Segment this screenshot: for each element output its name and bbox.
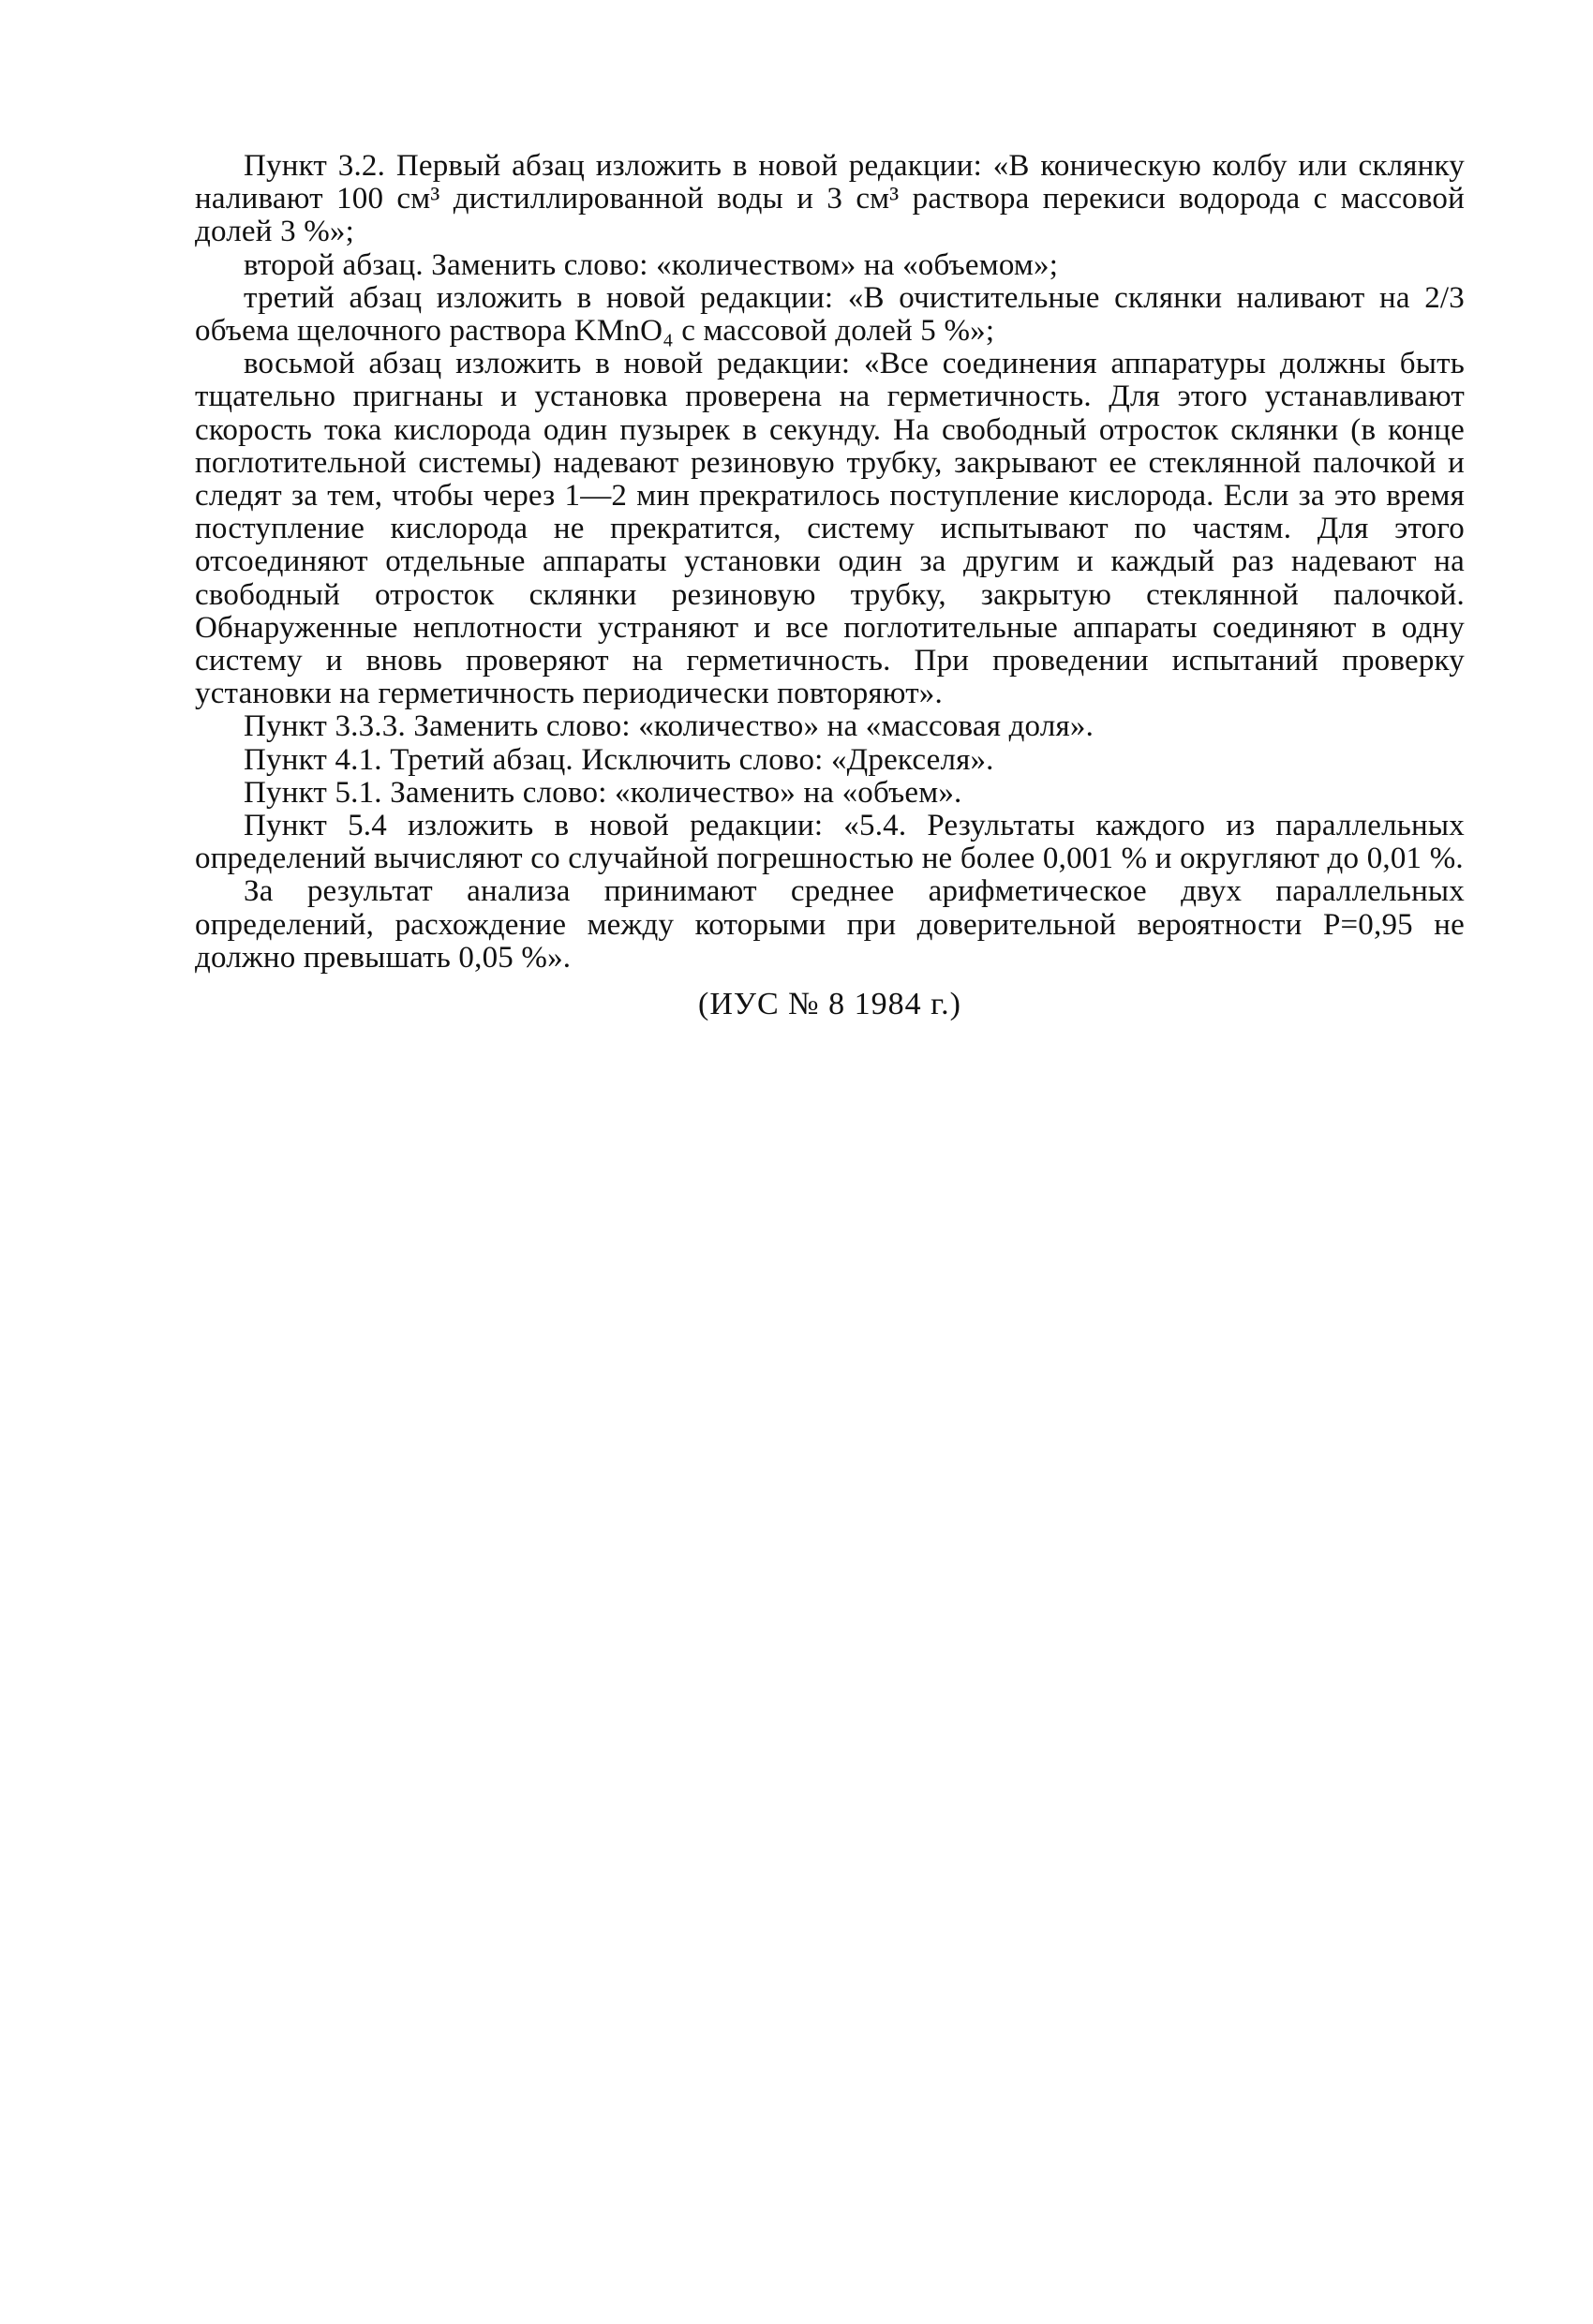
paragraph-second-abzac: второй абзац. Заменить слово: «количеством» на «объемом»; (244, 247, 1059, 282)
paragraph-5-1: Пункт 5.1. Заменить слово: «количество» на «объем». (244, 775, 962, 810)
paragraph-4-1: Пункт 4.1. Третий абзац. Исключить слово: «Дрекселя». (244, 742, 994, 777)
paragraph-5-4: Пункт 5.4 изложить в новой редакции: «5.4. Результаты каждого из параллельных определений вычисляют со случайной погрешностью не более 0,001 % и округляют до 0,01 %. (195, 809, 1465, 876)
paragraph-3-3-3: Пункт 3.3.3. Заменить слово: «количество» на «массовая доля». (244, 709, 1094, 744)
paragraph-eighth-abzac: восьмой абзац изложить в новой редакции: «Все соединения аппаратуры должны быть тщательно пригнаны и установка проверена на герметичность. Для этого устанавливают скорость тока кислорода один пузырек в секунду. На свободный отросток склянки (в конце поглотительной системы) надевают резиновую трубку, закрывают ее стеклянной палочкой и следят за тем, чтобы через 1—2 мин прекратилось поступление кислорода. Если за это время поступление кислорода не прекратится, систему испытывают по частям. Для этого отсоединяют отдельные аппараты установки один за другим и каждый раз надевают на свободный отросток склянки резиновую трубку, закрытую стеклянной палочкой. Обнаруженные неплотности устраняют и все поглотительные аппараты соединяют в одну систему и вновь проверяют на герметичность. При проведении испытаний проверку установки на герметичность периодически повторяют». (195, 347, 1465, 711)
paragraph-third-abzac: третий абзац изложить в новой редакции: «В очистительные склянки наливают на 2/3 объема щелочного раствора KMnO₄ с массовой долей 5 %»; (195, 280, 1465, 349)
paragraph-result: За результат анализа принимают среднее арифметическое двух параллельных определений, расхождение между которыми при доверительной вероятности P=0,95 не должно превышать 0,05 %». (195, 874, 1465, 975)
paragraph-3-2: Пункт 3.2. Первый абзац изложить в новой редакции: «В коническую колбу или склянку наливают 100 см³ дистиллированной воды и 3 см³ раствора перекиси водорода с массовой долей 3 %»; (195, 149, 1465, 249)
ius-reference: (ИУС № 8 1984 г.) (698, 987, 961, 1022)
document-page (195, 150, 1465, 1023)
